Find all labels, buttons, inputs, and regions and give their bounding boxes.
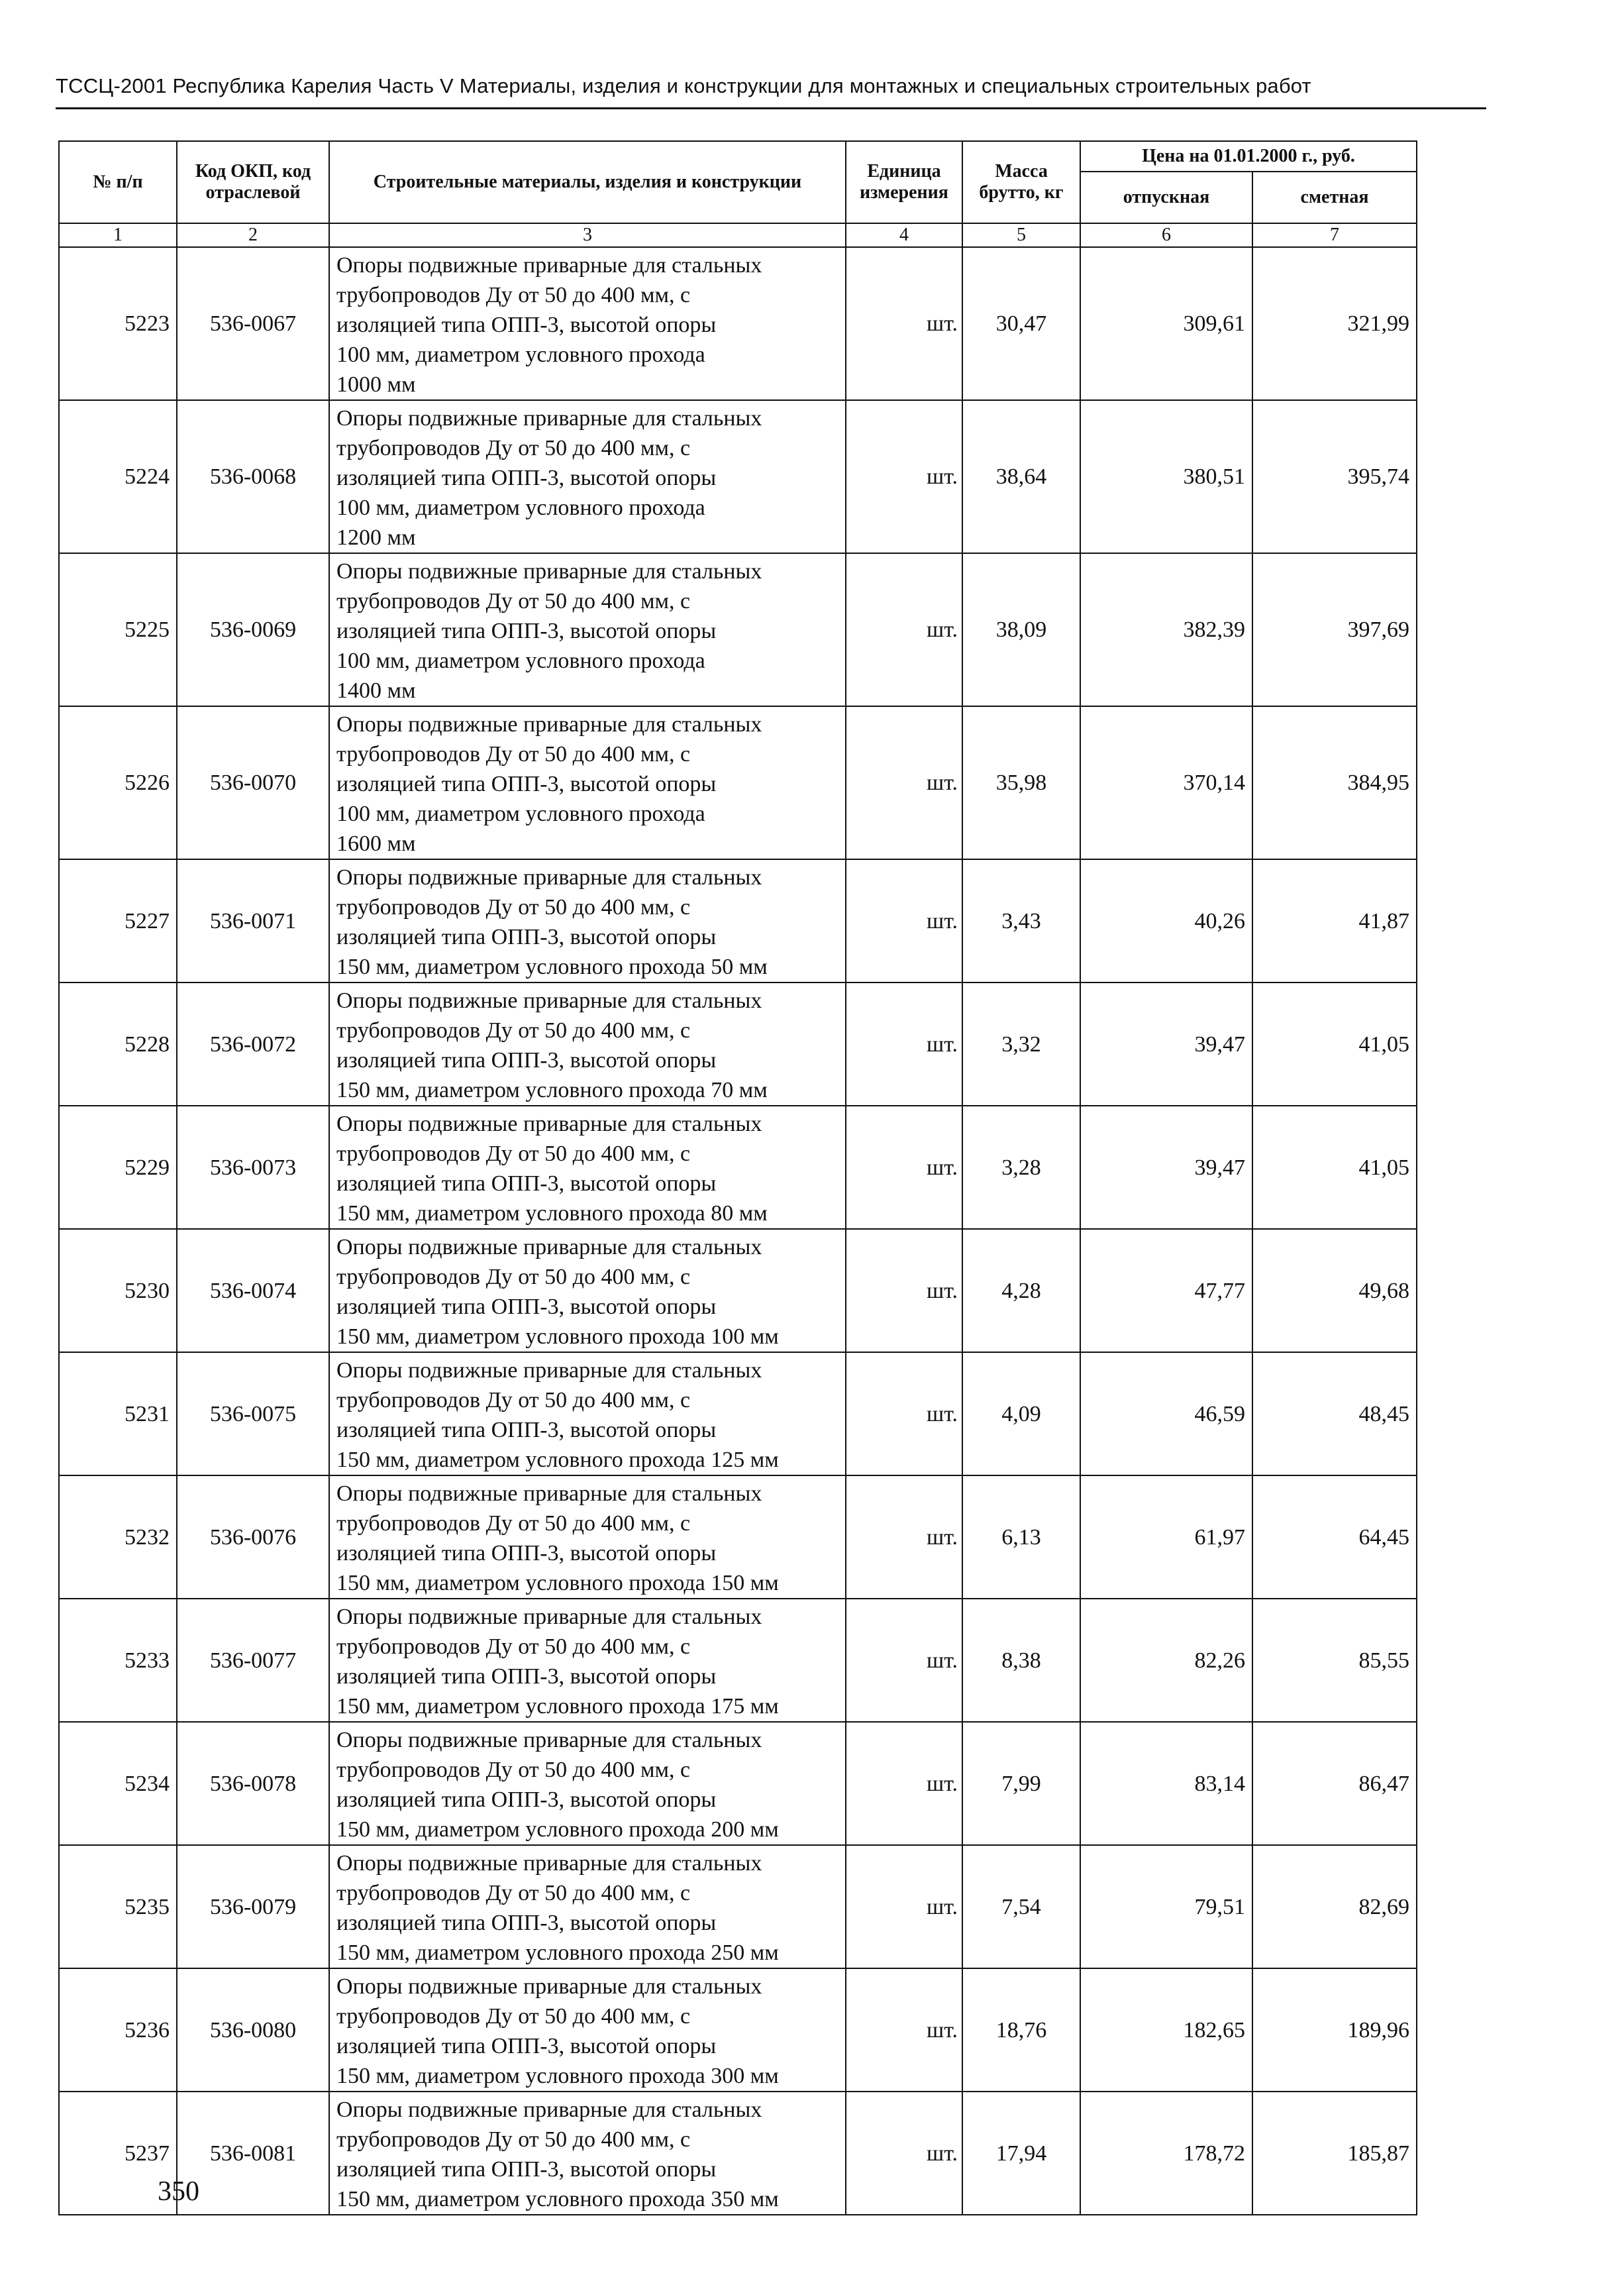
row-unit: шт.: [846, 1106, 962, 1229]
row-number: 5230: [59, 1229, 177, 1352]
col-header-unit: Единица измерения: [846, 141, 962, 223]
row-price-estimate: 41,05: [1252, 983, 1417, 1106]
row-price-release: 370,14: [1080, 706, 1252, 859]
row-price-estimate: 41,87: [1252, 859, 1417, 983]
row-code: 536-0075: [177, 1352, 329, 1475]
table-row: [59, 706, 1417, 859]
row-mass: 7,99: [962, 1722, 1080, 1845]
row-price-release: 61,97: [1080, 1475, 1252, 1599]
row-mass: 38,64: [962, 400, 1080, 553]
row-price-release: 79,51: [1080, 1845, 1252, 1968]
table-row: [59, 859, 1417, 983]
row-unit: шт.: [846, 1722, 962, 1845]
row-unit: шт.: [846, 1968, 962, 2092]
row-code: 536-0067: [177, 247, 329, 400]
row-price-estimate: 86,47: [1252, 1722, 1417, 1845]
row-price-release: 382,39: [1080, 553, 1252, 706]
row-price-estimate: 384,95: [1252, 706, 1417, 859]
row-mass: 30,47: [962, 247, 1080, 400]
row-unit: шт.: [846, 706, 962, 859]
row-code: 536-0077: [177, 1599, 329, 1722]
row-price-estimate: 82,69: [1252, 1845, 1417, 1968]
row-code: 536-0081: [177, 2092, 329, 2215]
row-unit: шт.: [846, 1599, 962, 1722]
row-number: 5226: [59, 706, 177, 859]
table-row: [59, 553, 1417, 706]
row-price-estimate: 321,99: [1252, 247, 1417, 400]
row-code: 536-0069: [177, 553, 329, 706]
row-number: 5237: [59, 2092, 177, 2215]
row-number: 5227: [59, 859, 177, 983]
row-price-estimate: 49,68: [1252, 1229, 1417, 1352]
col-header-mass: Масса брутто, кг: [962, 141, 1080, 223]
column-index-row: [59, 223, 1417, 247]
row-description: Опоры подвижные приварные для стальных трубопроводов Ду от 50 до 400 мм, с изоляцией типа ОПП-3, высотой опоры 150 мм, диаметром условного прохода 100 мм: [329, 1229, 846, 1352]
row-description: Опоры подвижные приварные для стальных трубопроводов Ду от 50 до 400 мм, с изоляцией типа ОПП-3, высотой опоры 100 мм, диаметром условного прохода 1200 мм: [329, 400, 846, 553]
row-number: 5229: [59, 1106, 177, 1229]
row-price-release: 182,65: [1080, 1968, 1252, 2092]
price-table: [58, 140, 1417, 2215]
row-price-estimate: 85,55: [1252, 1599, 1417, 1722]
column-index: 4: [846, 223, 962, 247]
row-description: Опоры подвижные приварные для стальных трубопроводов Ду от 50 до 400 мм, с изоляцией типа ОПП-3, высотой опоры 150 мм, диаметром условного прохода 350 мм: [329, 2092, 846, 2215]
row-price-estimate: 48,45: [1252, 1352, 1417, 1475]
col-header-price-release: отпускная: [1080, 172, 1252, 223]
row-unit: шт.: [846, 400, 962, 553]
page-number: 350: [158, 2176, 199, 2207]
col-header-price-group: Цена на 01.01.2000 г., руб.: [1080, 141, 1417, 172]
row-number: 5223: [59, 247, 177, 400]
row-code: 536-0074: [177, 1229, 329, 1352]
column-index: 2: [177, 223, 329, 247]
row-code: 536-0073: [177, 1106, 329, 1229]
row-mass: 8,38: [962, 1599, 1080, 1722]
row-description: Опоры подвижные приварные для стальных трубопроводов Ду от 50 до 400 мм, с изоляцией типа ОПП-3, высотой опоры 150 мм, диаметром условного прохода 175 мм: [329, 1599, 846, 1722]
table-row: [59, 2092, 1417, 2215]
row-description: Опоры подвижные приварные для стальных трубопроводов Ду от 50 до 400 мм, с изоляцией типа ОПП-3, высотой опоры 150 мм, диаметром условного прохода 50 мм: [329, 859, 846, 983]
table-row: [59, 1475, 1417, 1599]
table-row: [59, 1599, 1417, 1722]
table-row: [59, 1352, 1417, 1475]
row-price-release: 46,59: [1080, 1352, 1252, 1475]
row-price-estimate: 397,69: [1252, 553, 1417, 706]
row-code: 536-0071: [177, 859, 329, 983]
row-price-release: 380,51: [1080, 400, 1252, 553]
row-price-release: 82,26: [1080, 1599, 1252, 1722]
row-mass: 18,76: [962, 1968, 1080, 2092]
row-description: Опоры подвижные приварные для стальных трубопроводов Ду от 50 до 400 мм, с изоляцией типа ОПП-3, высотой опоры 150 мм, диаметром условного прохода 250 мм: [329, 1845, 846, 1968]
row-description: Опоры подвижные приварные для стальных трубопроводов Ду от 50 до 400 мм, с изоляцией типа ОПП-3, высотой опоры 150 мм, диаметром условного прохода 80 мм: [329, 1106, 846, 1229]
row-unit: шт.: [846, 983, 962, 1106]
row-number: 5236: [59, 1968, 177, 2092]
row-description: Опоры подвижные приварные для стальных трубопроводов Ду от 50 до 400 мм, с изоляцией типа ОПП-3, высотой опоры 150 мм, диаметром условного прохода 200 мм: [329, 1722, 846, 1845]
row-mass: 3,28: [962, 1106, 1080, 1229]
row-description: Опоры подвижные приварные для стальных трубопроводов Ду от 50 до 400 мм, с изоляцией типа ОПП-3, высотой опоры 100 мм, диаметром условного прохода 1400 мм: [329, 553, 846, 706]
row-price-release: 39,47: [1080, 983, 1252, 1106]
col-header-price-estimate: сметная: [1252, 172, 1417, 223]
row-description: Опоры подвижные приварные для стальных трубопроводов Ду от 50 до 400 мм, с изоляцией типа ОПП-3, высотой опоры 100 мм, диаметром условного прохода 1000 мм: [329, 247, 846, 400]
row-price-release: 39,47: [1080, 1106, 1252, 1229]
row-number: 5234: [59, 1722, 177, 1845]
row-unit: шт.: [846, 247, 962, 400]
table-row: [59, 1106, 1417, 1229]
table-row: [59, 1968, 1417, 2092]
row-description: Опоры подвижные приварные для стальных трубопроводов Ду от 50 до 400 мм, с изоляцией типа ОПП-3, высотой опоры 100 мм, диаметром условного прохода 1600 мм: [329, 706, 846, 859]
row-mass: 4,28: [962, 1229, 1080, 1352]
table-row: [59, 1845, 1417, 1968]
column-index: 3: [329, 223, 846, 247]
col-header-num: № п/п: [59, 141, 177, 223]
row-description: Опоры подвижные приварные для стальных трубопроводов Ду от 50 до 400 мм, с изоляцией типа ОПП-3, высотой опоры 150 мм, диаметром условного прохода 125 мм: [329, 1352, 846, 1475]
table-header: [59, 141, 1417, 247]
table-row: [59, 400, 1417, 553]
col-header-code: Код ОКП, код отраслевой: [177, 141, 329, 223]
row-number: 5228: [59, 983, 177, 1106]
row-number: 5224: [59, 400, 177, 553]
row-number: 5235: [59, 1845, 177, 1968]
row-mass: 7,54: [962, 1845, 1080, 1968]
row-number: 5232: [59, 1475, 177, 1599]
column-index: 7: [1252, 223, 1417, 247]
row-unit: шт.: [846, 553, 962, 706]
row-price-release: 178,72: [1080, 2092, 1252, 2215]
row-unit: шт.: [846, 1352, 962, 1475]
row-code: 536-0078: [177, 1722, 329, 1845]
row-price-estimate: 395,74: [1252, 400, 1417, 553]
table-row: [59, 1229, 1417, 1352]
row-price-release: 83,14: [1080, 1722, 1252, 1845]
row-unit: шт.: [846, 1475, 962, 1599]
row-number: 5231: [59, 1352, 177, 1475]
row-price-release: 47,77: [1080, 1229, 1252, 1352]
row-price-release: 40,26: [1080, 859, 1252, 983]
row-description: Опоры подвижные приварные для стальных трубопроводов Ду от 50 до 400 мм, с изоляцией типа ОПП-3, высотой опоры 150 мм, диаметром условного прохода 300 мм: [329, 1968, 846, 2092]
col-header-name: Строительные материалы, изделия и конструкции: [329, 141, 846, 223]
row-unit: шт.: [846, 859, 962, 983]
table-row: [59, 983, 1417, 1106]
row-code: 536-0080: [177, 1968, 329, 2092]
page-header-title: ТССЦ-2001 Республика Карелия Часть V Материалы, изделия и конструкции для монтажных и специальных строительных работ: [56, 74, 1486, 109]
table-row: [59, 1722, 1417, 1845]
column-index: 6: [1080, 223, 1252, 247]
row-code: 536-0079: [177, 1845, 329, 1968]
row-price-estimate: 41,05: [1252, 1106, 1417, 1229]
row-code: 536-0068: [177, 400, 329, 553]
column-index: 5: [962, 223, 1080, 247]
row-number: 5233: [59, 1599, 177, 1722]
column-index: 1: [59, 223, 177, 247]
row-unit: шт.: [846, 2092, 962, 2215]
row-unit: шт.: [846, 1845, 962, 1968]
row-mass: 6,13: [962, 1475, 1080, 1599]
row-code: 536-0072: [177, 983, 329, 1106]
row-price-release: 309,61: [1080, 247, 1252, 400]
row-unit: шт.: [846, 1229, 962, 1352]
row-description: Опоры подвижные приварные для стальных трубопроводов Ду от 50 до 400 мм, с изоляцией типа ОПП-3, высотой опоры 150 мм, диаметром условного прохода 150 мм: [329, 1475, 846, 1599]
row-mass: 35,98: [962, 706, 1080, 859]
row-price-estimate: 185,87: [1252, 2092, 1417, 2215]
row-mass: 17,94: [962, 2092, 1080, 2215]
row-code: 536-0076: [177, 1475, 329, 1599]
row-description: Опоры подвижные приварные для стальных трубопроводов Ду от 50 до 400 мм, с изоляцией типа ОПП-3, высотой опоры 150 мм, диаметром условного прохода 70 мм: [329, 983, 846, 1106]
table-body: [59, 247, 1417, 2215]
row-number: 5225: [59, 553, 177, 706]
row-price-estimate: 189,96: [1252, 1968, 1417, 2092]
row-price-estimate: 64,45: [1252, 1475, 1417, 1599]
row-code: 536-0070: [177, 706, 329, 859]
row-mass: 4,09: [962, 1352, 1080, 1475]
table-row: [59, 247, 1417, 400]
row-mass: 38,09: [962, 553, 1080, 706]
row-mass: 3,43: [962, 859, 1080, 983]
row-mass: 3,32: [962, 983, 1080, 1106]
